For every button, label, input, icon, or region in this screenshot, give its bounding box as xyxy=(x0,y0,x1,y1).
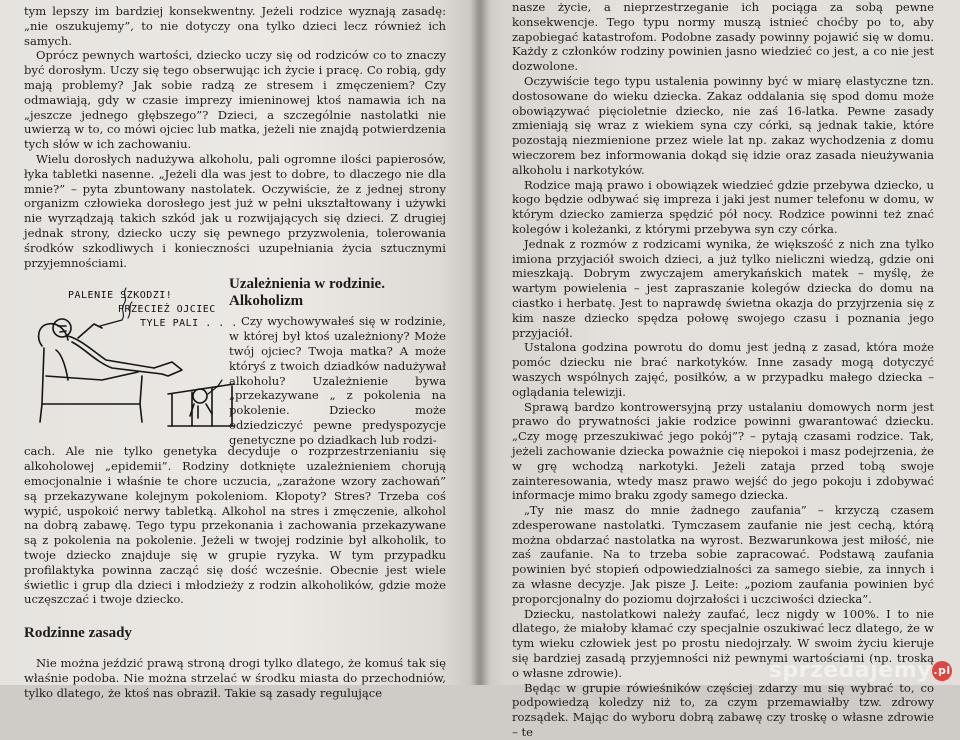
right-paragraph-2: Oczywiście tego typu ustalenia powinny być w miarę elastyczne tzn. dostosowane do wieku dziecka. Zakaz oddalania się spod domu może obowiązywać pięcioletnie dziecko, nie zaś 16-latka. Pewne zasady zmieniają się wraz z wiekiem syna czy córki, są jednak takie, które pozostają niezmienione przez wiele lat np. zakaz wychodzenia z domu wieczorem bez informowania dokąd się idzie oraz zasada nieużywania alkoholu i narkotyków. xyxy=(512,73,934,177)
alcoholism-float-text: Czy wychowywałeś się w rodzinie, w której był ktoś uzależniony? Może twój ojciec? Twoja matka? A może któryś z twoich dziadków nadużywał alkoholu? Uzależnienie bywa „przekazywane „ z pokolenia na pokolenie. Dziecko może odziedziczyć pewne predyspozycje genetyczne po dziadkach lub rodzi- xyxy=(229,314,446,447)
right-paragraph-1: nasze życie, a nieprzestrzeganie ich pociąga za sobą pewne konsekwencje. Tego typu normy muszą istnieć choćby po to, aby zapobiegać katastrofom. Podobne zasady powinny pojawić się w domu. Każdy z członków rodziny powinien jasno wiedzieć co jest, a co nie jest dozwolone. xyxy=(512,0,934,74)
left-paragraph-3: Wielu dorosłych nadużywa alkoholu, pali ogromne ilości papierosów, łyka tabletki nasenne. „Jeżeli dla was jest to dobre, to dlaczego nie dla mnie?” – pyta zbuntowany nastolatek. Oczywiście, że z jednej strony organizm człowieka dorosłego jest już w pełni ukształtowany i używki nie wyrządzają takich szkód jak u rozwijających się dzieci. Z drugiej jednak strony, dziecko uczy się pewnego przyzwolenia, tolerowania środków szkodliwych i konieczności uzupełniania życia sztucznymi przyjemnościami. xyxy=(24,151,446,270)
right-page xyxy=(476,0,960,740)
watermark-text: sprzedajemy xyxy=(768,658,932,683)
cartoon-illustration xyxy=(22,276,238,444)
right-paragraph-8: Dziecku, nastolatkowi należy zaufać, lecz nigdy w 100%. I to nie dlatego, że miałoby kłamać czy specjalnie oszukiwać lecz dlatego, że w tym wieku człowiek jest po prostu niedojrzały. W swoim życiu kieruje się bardziej zasadą przyjemności niż pewnymi wartościami (np. troską o własne zdrowie). xyxy=(512,606,934,680)
family-rules-text: Nie można jeździć prawą stroną drogi tylko dlatego, że komuś tak się właśnie podoba. Nie można strzelać w środku miasta do przechodniów, tylko dlatego, że ktoś nas obraził. Takie są zasady regulujące xyxy=(24,656,446,700)
right-paragraph-5: Ustalona godzina powrotu do domu jest jedną z zasad, która może pomóc dziecku nie brać narkotyków. Inne zasady mogą dotyczyć waszych wspólnych zajęć, posiłków, a w przypadku małego dziecka – oglądania telewizji. xyxy=(512,340,934,399)
left-paragraph-1: tym lepszy im bardziej konsekwentny. Jeżeli rodzice wyznają zasadę: „nie oszukujemy”, to nie dotyczy ona tylko dzieci lecz również ich samych. xyxy=(24,4,446,48)
alcoholism-float-column xyxy=(229,276,446,447)
watermark-badge-icon: .pl xyxy=(932,661,952,681)
right-paragraph-6: Sprawą bardzo kontrowersyjną przy ustalaniu domowych norm jest prawo do prywatności jakie rodzice powinni gwarantować dziecku. „Czy mogę przeszukiwać jego pokój”? – pytają czasami rodzice. Tak, jeżeli zachowanie dziecka poważnie cię niepokoi i masz podejrzenia, że w grę wchodzą narkotyki. Jeżeli zataja przed tobą swoje zainteresowania, wtedy masz prawo wejść do jego pokoju i zdobywać informacje mimo braku zgody samego dziecka. xyxy=(512,399,934,503)
section-title-family-rules: Rodzinne zasady xyxy=(24,625,132,642)
alcoholism-section-block xyxy=(24,276,446,447)
cartoon-speech-line-1: PALENIE SZKODZI! xyxy=(68,290,173,302)
cartoon-speech-line-3: TYLE PALI . . . xyxy=(140,318,238,330)
left-page xyxy=(0,0,476,700)
cartoon-speech-line-2: PRZECIEŻ OJCIEC xyxy=(118,304,216,316)
section-title-alcoholism: Uzależnienia w rodzinie. Alkoholizm xyxy=(229,276,385,310)
family-rules-heading-wrap xyxy=(24,625,446,642)
alcoholism-continuation: cach. Ale nie tylko genetyka decyduje o rozprzestrzenianiu się alkoholowej „epidemii”. Rodziny dotknięte uzależnieniem chorują emocjonalnie i właśnie te chore uczucia, „zarażone wzory zachowań” są przekazywane kolejnym pokoleniom. Kłopoty? Stres? Trzeba coś wypić, uspokoić nerwy tabletką. Alkohol na stres i zmęczenie, alkohol na dobrą zabawę. Tego typu przekonania i zachowania przekazywane są z pokolenia na pokolenie. Jeżeli w twojej rodzinie był alkoholik, to twoje dziecko znajduje się w grupie ryzyka. W tym przypadku profilaktyka powinna zacząć się dość wcześnie. Obecnie jest wiele świetlic i grup dla dzieci i młodzieży z rodzin alkoholików, gdzie może uczęszczać i twoje dziecko. xyxy=(24,444,446,607)
right-paragraph-7: „Ty nie masz do mnie żadnego zaufania” – krzyczą czasem zdesperowane nastolatki. Tymczasem zaufanie nie jest cechą, którą można obdarzać nastolatka na wyrost. Bezwarunkowa jest miłość, nie zaś zaufanie. Na to trzeba sobie zapracować. Podstawą zaufania powinien być stopień odpowiedzialności za samego siebie, za innych i za własne decyzje. Jak pisze J. Leite: „poziom zaufania powinien być proporcjonalny do poziomu dojrzałości i uczciwości dziecka”. xyxy=(512,503,934,606)
site-watermark xyxy=(768,658,954,683)
right-paragraph-3: Rodzice mają prawo i obowiązek wiedzieć gdzie przebywa dziecko, u kogo będzie odbywać się impreza i jaki jest numer telefonu w domu, w którym dziecko zamierza spędzić pół nocy. Rodzice powinni też znać kolegów i koleżanki, z którymi przebywa syn czy córka. xyxy=(512,177,934,236)
left-paragraph-2: Oprócz pewnych wartości, dziecko uczy się od rodziców co to znaczy być dorosłym. Uczy się tego obserwując ich życie i pracę. Co robią, gdy mają problemy? Jak sobie radzą ze stresem i zmęczeniem? Czy odmawiają, gdy w czasie imprezy imieninowej ktoś namawia ich na „jeszcze jednego głębszego”? Dzieci, a szczególnie nastolatki nie uwierzą w to, co mówi ojciec lub matka, jeżeli nie znajdą potwierdzenia tych słów w ich zachowaniu. xyxy=(24,48,446,152)
right-paragraph-4: Jednak z rozmów z rodzicami wynika, że większość z nich zna tylko imiona przyjaciół swoich dzieci, a już tylko nieliczni wiedzą, gdzie oni mieszkają. Dobrym zwyczajem amerykańskich matek – myślę, że wartym powielenia – jest zapraszanie kolegów dziecka do domu na ciastko i herbatę. Jest to naprawdę świetna okazja do przyjrzenia się z kim nasze dziecko spędza połowę swojego czasu i poznania jego przyjaciół. xyxy=(512,236,934,340)
right-paragraph-9: Będąc w grupie rówieśników częściej zdarzy mu się wybrać to, co podpowiedzą koledzy niż to, za czym przemawiałby tzw. zdrowy rozsądek. Mając do wyboru dobrą zabawę czy troskę o własne zdrowie – te xyxy=(512,680,934,740)
